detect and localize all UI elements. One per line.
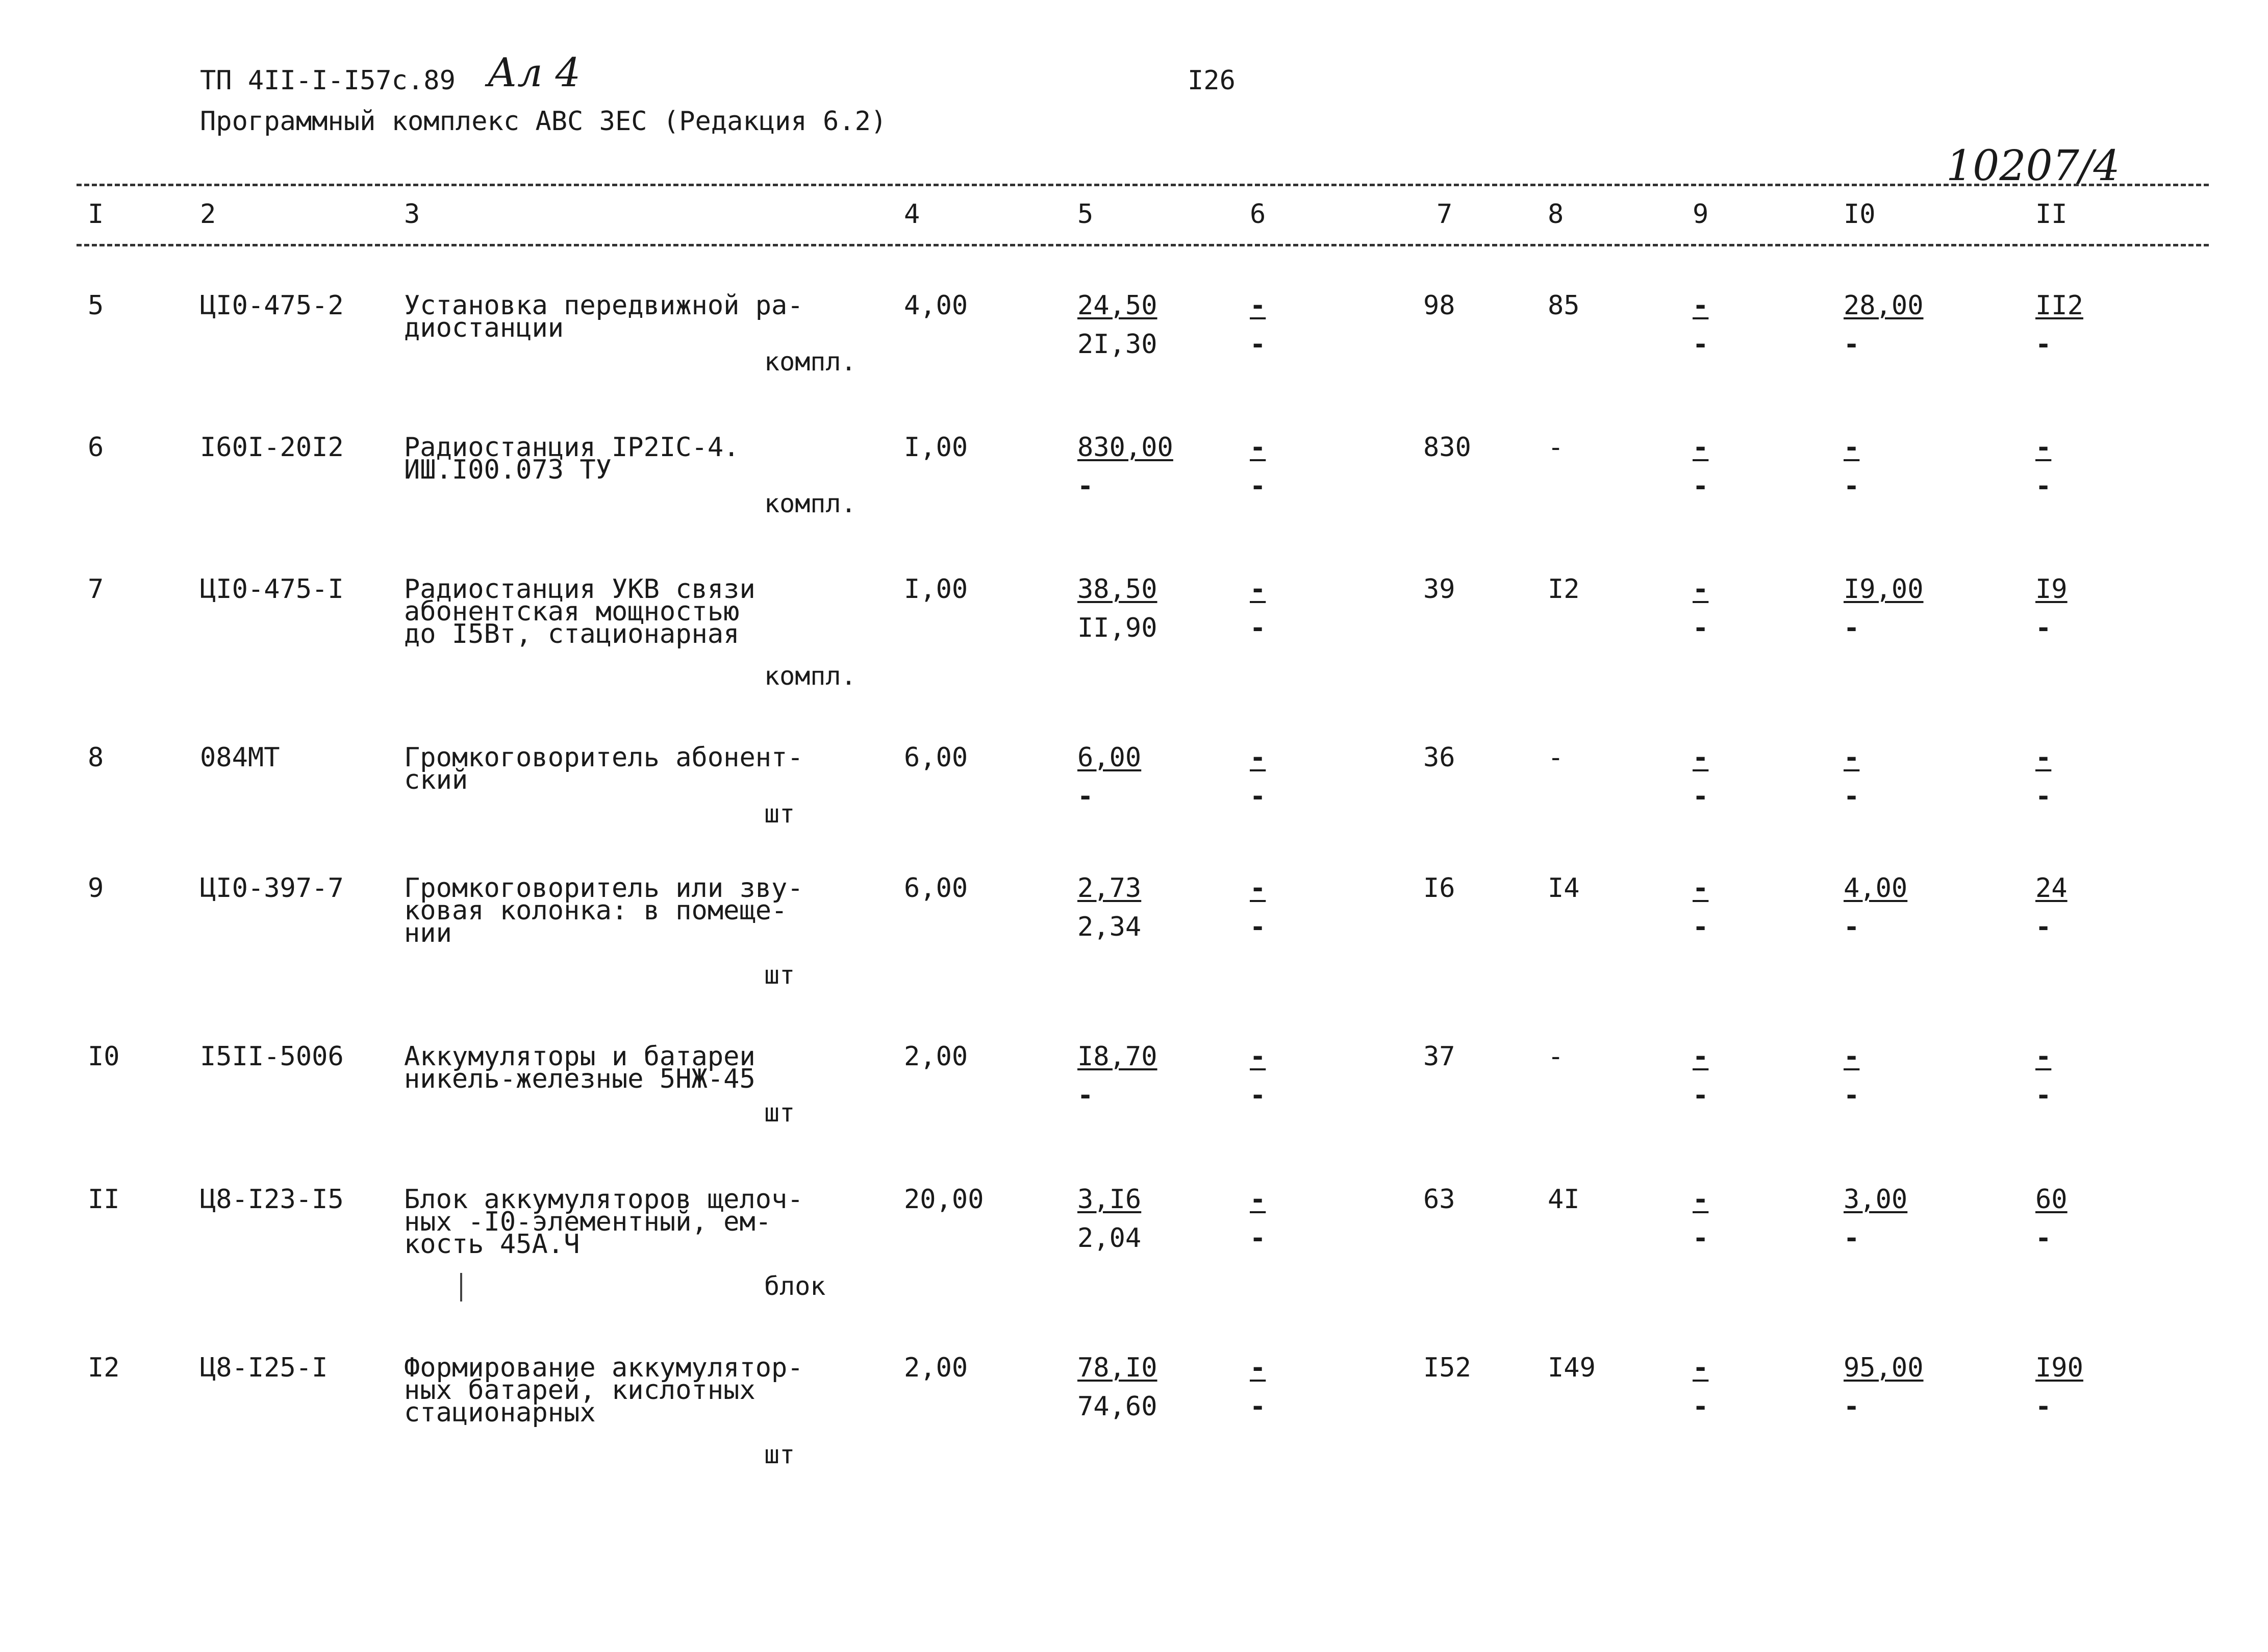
- item-code: Ц8-I23-I5: [200, 1184, 344, 1215]
- item-code: ЦI0-397-7: [200, 873, 344, 904]
- column-10-value-top: 95,00: [1844, 1353, 1924, 1383]
- column-6-value-top: -: [1250, 742, 1266, 773]
- column-6-value-top: -: [1250, 574, 1266, 605]
- column-header-6: 6: [1250, 199, 1266, 230]
- column-7-value: 36: [1423, 742, 1455, 773]
- column-9-value-bottom: -: [1693, 1223, 1709, 1254]
- column-11-value-top: I9: [2035, 574, 2068, 605]
- unit-price-top: 38,50: [1077, 574, 1157, 605]
- column-9-value-top: -: [1693, 574, 1709, 605]
- item-name-line: кость 45А.Ч: [404, 1229, 580, 1260]
- column-8-value: I4: [1548, 873, 1580, 904]
- item-name-line: ных батарей, кислотных: [404, 1375, 755, 1406]
- column-11-value-top: II2: [2035, 290, 2083, 321]
- column-9-value-bottom: -: [1693, 912, 1709, 942]
- row-number: 5: [88, 290, 104, 321]
- unit-price-top: 6,00: [1077, 742, 1142, 773]
- item-code: Ц8-I25-I: [200, 1353, 328, 1383]
- column-10-value-bottom: -: [1844, 613, 1860, 643]
- item-unit: шт: [764, 799, 795, 829]
- column-10-value-bottom: -: [1844, 471, 1860, 502]
- item-name-line: ский: [404, 765, 468, 795]
- column-header-4: 4: [904, 199, 920, 230]
- column-9-value-bottom: -: [1693, 329, 1709, 360]
- column-10-value-top: 28,00: [1844, 290, 1924, 321]
- unit-price-top: 3,I6: [1077, 1184, 1142, 1215]
- column-11-value-top: -: [2035, 1041, 2052, 1072]
- item-unit: шт: [764, 960, 795, 990]
- column-6-value-bottom: -: [1250, 471, 1266, 502]
- item-name-line: Формирование аккумулятор-: [404, 1353, 803, 1383]
- column-9-value-bottom: -: [1693, 471, 1709, 502]
- column-10-value-top: 3,00: [1844, 1184, 1908, 1215]
- column-11-value-top: 60: [2035, 1184, 2068, 1215]
- column-6-value-bottom: -: [1250, 1391, 1266, 1422]
- row-number: 6: [88, 432, 104, 463]
- unit-price-bottom: II,90: [1077, 613, 1157, 643]
- handwritten-note: Ал 4: [487, 50, 581, 96]
- column-8-value: -: [1548, 742, 1564, 773]
- column-6-value-top: -: [1250, 1184, 1266, 1215]
- column-8-value: 4I: [1548, 1184, 1580, 1215]
- item-code: I60I-20I2: [200, 432, 344, 463]
- item-code: ЦI0-475-2: [200, 290, 344, 321]
- column-7-value: 830: [1423, 432, 1471, 463]
- column-6-value-bottom: -: [1250, 613, 1266, 643]
- item-name-line: абонентская мощностью: [404, 596, 740, 627]
- column-6-value-bottom: -: [1250, 1223, 1266, 1254]
- item-name-line: диостанции: [404, 313, 564, 343]
- column-header-1: I: [88, 199, 104, 230]
- item-quantity: 6,00: [904, 873, 968, 904]
- column-9-value-top: -: [1693, 1184, 1709, 1215]
- column-9-value-bottom: -: [1693, 781, 1709, 812]
- row-number: I2: [88, 1353, 120, 1383]
- column-11-value-top: -: [2035, 432, 2052, 463]
- unit-price-bottom: -: [1077, 1080, 1094, 1111]
- unit-price-top: 24,50: [1077, 290, 1157, 321]
- pencil-stroke-mark: [460, 1273, 462, 1301]
- column-10-value-top: -: [1844, 742, 1860, 773]
- item-quantity: 2,00: [904, 1353, 968, 1383]
- item-unit: компл.: [764, 347, 856, 377]
- column-6-value-bottom: -: [1250, 1080, 1266, 1111]
- row-number: 7: [88, 574, 104, 605]
- column-8-value: I49: [1548, 1353, 1596, 1383]
- item-name-line: до I5Вт, стационарная: [404, 619, 740, 649]
- column-6-value-bottom: -: [1250, 329, 1266, 360]
- column-6-value-top: -: [1250, 432, 1266, 463]
- unit-price-top: 78,I0: [1077, 1353, 1157, 1383]
- column-10-value-top: -: [1844, 1041, 1860, 1072]
- item-name-line: нии: [404, 918, 452, 948]
- column-header-7: 7: [1437, 199, 1453, 230]
- item-name-line: Блок аккумуляторов щелоч-: [404, 1184, 803, 1215]
- item-code: 084МТ: [200, 742, 280, 773]
- unit-price-top: 830,00: [1077, 432, 1173, 463]
- column-11-value-bottom: -: [2035, 1080, 2052, 1111]
- header-bottom-rule: [77, 244, 2209, 246]
- archive-number: 10207/4: [1946, 142, 2120, 190]
- column-header-2: 2: [200, 199, 216, 230]
- column-header-3: 3: [404, 199, 420, 230]
- column-9-value-bottom: -: [1693, 1391, 1709, 1422]
- item-name-line: ных -I0-элементный, ем-: [404, 1207, 772, 1237]
- column-11-value-bottom: -: [2035, 329, 2052, 360]
- item-name-line: никель-железные 5НЖ-45: [404, 1064, 755, 1094]
- item-name-line: Громкоговоритель абонент-: [404, 742, 803, 773]
- column-8-value: -: [1548, 1041, 1564, 1072]
- column-6-value-bottom: -: [1250, 781, 1266, 812]
- item-unit: шт: [764, 1440, 795, 1469]
- column-11-value-bottom: -: [2035, 912, 2052, 942]
- item-name-line: Установка передвижной ра-: [404, 290, 803, 321]
- item-quantity: I,00: [904, 432, 968, 463]
- column-11-value-bottom: -: [2035, 613, 2052, 643]
- item-name-line: Громкоговоритель или зву-: [404, 873, 803, 904]
- column-10-value-bottom: -: [1844, 1080, 1860, 1111]
- item-quantity: 6,00: [904, 742, 968, 773]
- column-9-value-top: -: [1693, 432, 1709, 463]
- column-10-value-bottom: -: [1844, 1223, 1860, 1254]
- column-10-value-bottom: -: [1844, 1391, 1860, 1422]
- unit-price-bottom: -: [1077, 781, 1094, 812]
- column-6-value-top: -: [1250, 290, 1266, 321]
- header-top-rule: [77, 184, 2209, 186]
- item-name-line: стационарных: [404, 1397, 596, 1428]
- row-number: I0: [88, 1041, 120, 1072]
- unit-price-bottom: 74,60: [1077, 1391, 1157, 1422]
- column-9-value-top: -: [1693, 1041, 1709, 1072]
- unit-price-bottom: 2,34: [1077, 912, 1142, 942]
- unit-price-bottom: 2,04: [1077, 1223, 1142, 1254]
- column-7-value: I52: [1423, 1353, 1471, 1383]
- item-name-line: ковая колонка: в помеще-: [404, 895, 788, 926]
- item-quantity: 20,00: [904, 1184, 984, 1215]
- column-9-value-top: -: [1693, 1353, 1709, 1383]
- column-10-value-bottom: -: [1844, 329, 1860, 360]
- column-10-value-top: -: [1844, 432, 1860, 463]
- column-header-9: 9: [1693, 199, 1709, 230]
- column-6-value-top: -: [1250, 873, 1266, 904]
- column-header-11: II: [2035, 199, 2068, 230]
- column-7-value: I6: [1423, 873, 1455, 904]
- row-number: 9: [88, 873, 104, 904]
- item-quantity: I,00: [904, 574, 968, 605]
- column-8-value: -: [1548, 432, 1564, 463]
- column-11-value-bottom: -: [2035, 471, 2052, 502]
- column-6-value-top: -: [1250, 1353, 1266, 1383]
- unit-price-bottom: -: [1077, 471, 1094, 502]
- row-number: 8: [88, 742, 104, 773]
- column-9-value-bottom: -: [1693, 1080, 1709, 1111]
- column-7-value: 37: [1423, 1041, 1455, 1072]
- document-code: ТП 4II-I-I57с.89: [200, 65, 456, 96]
- column-11-value-top: -: [2035, 742, 2052, 773]
- column-11-value-bottom: -: [2035, 1223, 2052, 1254]
- item-unit: компл.: [764, 661, 856, 691]
- item-name-line: ИШ.I00.073 ТУ: [404, 455, 612, 485]
- column-9-value-top: -: [1693, 742, 1709, 773]
- column-8-value: I2: [1548, 574, 1580, 605]
- unit-price-bottom: 2I,30: [1077, 329, 1157, 360]
- item-quantity: 4,00: [904, 290, 968, 321]
- column-7-value: 63: [1423, 1184, 1455, 1215]
- column-11-value-bottom: -: [2035, 1391, 2052, 1422]
- column-11-value-top: 24: [2035, 873, 2068, 904]
- page-number: I26: [1188, 65, 1236, 96]
- item-name-line: Радиостанция УКВ связи: [404, 574, 755, 605]
- item-name-line: Радиостанция IР2IС-4.: [404, 432, 740, 463]
- item-unit: блок: [764, 1271, 826, 1301]
- column-7-value: 39: [1423, 574, 1455, 605]
- column-10-value-top: 4,00: [1844, 873, 1908, 904]
- document-subtitle: Программный комплекс АВС ЗЕС (Редакция 6.2): [200, 106, 887, 137]
- column-8-value: 85: [1548, 290, 1580, 321]
- column-11-value-top: I90: [2035, 1353, 2083, 1383]
- item-quantity: 2,00: [904, 1041, 968, 1072]
- column-9-value-top: -: [1693, 873, 1709, 904]
- item-unit: шт: [764, 1098, 795, 1128]
- column-11-value-bottom: -: [2035, 781, 2052, 812]
- column-9-value-top: -: [1693, 290, 1709, 321]
- column-9-value-bottom: -: [1693, 613, 1709, 643]
- row-number: II: [88, 1184, 120, 1215]
- column-6-value-top: -: [1250, 1041, 1266, 1072]
- column-10-value-bottom: -: [1844, 781, 1860, 812]
- item-code: I5II-5006: [200, 1041, 344, 1072]
- column-header-10: I0: [1844, 199, 1876, 230]
- unit-price-top: I8,70: [1077, 1041, 1157, 1072]
- column-6-value-bottom: -: [1250, 912, 1266, 942]
- item-name-line: Аккумуляторы и батареи: [404, 1041, 755, 1072]
- unit-price-top: 2,73: [1077, 873, 1142, 904]
- column-header-5: 5: [1077, 199, 1094, 230]
- column-7-value: 98: [1423, 290, 1455, 321]
- item-unit: компл.: [764, 489, 856, 518]
- item-code: ЦI0-475-I: [200, 574, 344, 605]
- column-10-value-top: I9,00: [1844, 574, 1924, 605]
- column-header-8: 8: [1548, 199, 1564, 230]
- column-10-value-bottom: -: [1844, 912, 1860, 942]
